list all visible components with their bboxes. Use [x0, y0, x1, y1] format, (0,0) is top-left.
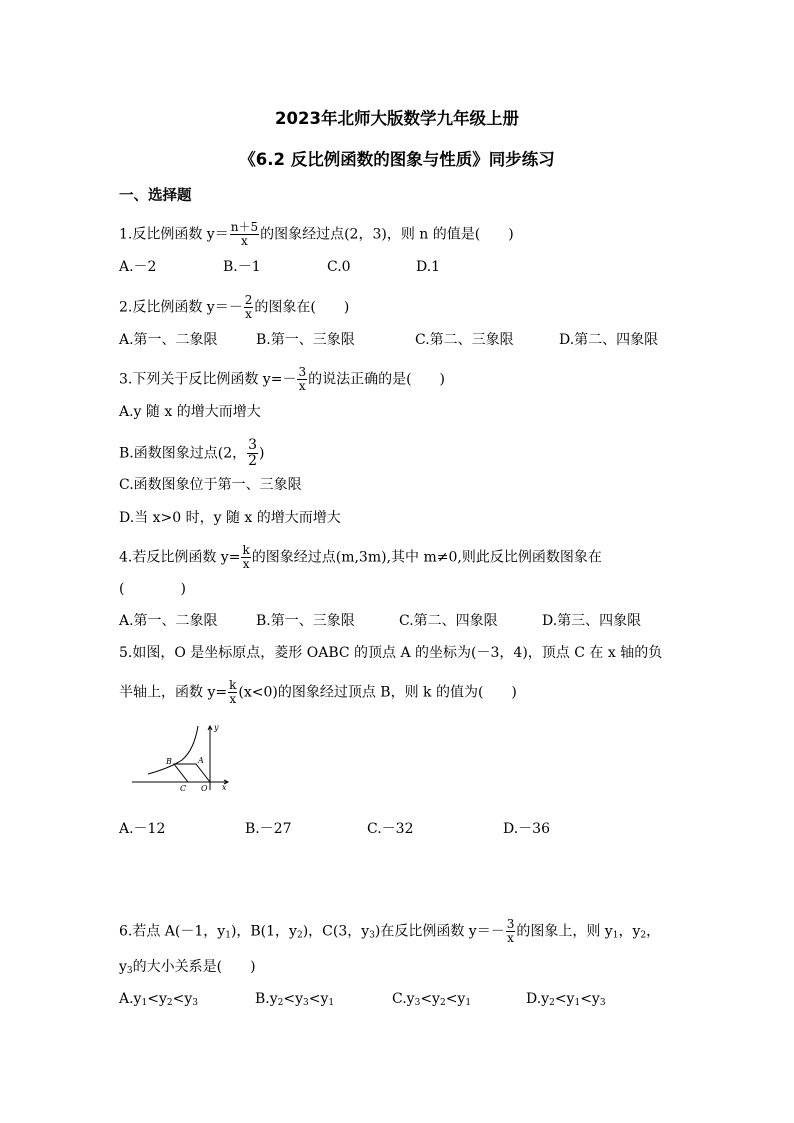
- q6-b-t2: <y: [308, 991, 329, 1007]
- q6-option-d: [526, 990, 606, 1012]
- q6-b-s3: 1: [328, 998, 335, 1008]
- q6-text-4: )在反比例函数 y＝－: [374, 923, 505, 940]
- label-x: x: [222, 783, 227, 792]
- q2-option-d: D.第二、四象限: [559, 332, 659, 348]
- question-6: [119, 918, 660, 945]
- q6-c-s1: 3: [414, 998, 421, 1008]
- rhombus-hyperbola-diagram: [130, 722, 240, 794]
- label-a: A: [198, 756, 204, 765]
- q6-a-s3: 3: [192, 998, 198, 1008]
- q6-a-l: A.y: [119, 991, 142, 1007]
- q4-frac-den: x: [242, 557, 250, 571]
- q6-frac-den: x: [507, 931, 514, 945]
- q1-frac-num: n＋5: [230, 220, 259, 234]
- q6-line2-sub: 3: [126, 966, 133, 976]
- q6-text-6: ，y: [618, 923, 641, 940]
- q6-line2-post: 的大小关系是( ): [132, 959, 256, 975]
- q3-option-b-fraction: [247, 438, 258, 469]
- question-5-line-1: 5.如图，O 是坐标原点，菱形 OABC 的顶点 A 的坐标为(－3，4)，顶点 C 在 x 轴的负: [119, 645, 663, 661]
- q6-c-s3: 1: [465, 998, 472, 1008]
- q6-d-t2: <y: [580, 991, 600, 1007]
- q5-option-c: C.－32: [367, 821, 414, 837]
- q4-option-a: A.第一、二象限: [119, 613, 218, 629]
- q6-a-t1: <y: [147, 991, 167, 1007]
- q5-option-b: B.－27: [245, 821, 292, 837]
- q6-b-s2: 3: [303, 998, 309, 1008]
- q2-frac-num: 2: [244, 293, 253, 307]
- q6-a-t2: <y: [172, 991, 193, 1007]
- q6-c-l: C.y: [392, 991, 415, 1007]
- q6-c-t1: <y: [420, 991, 440, 1007]
- q5-option-d: D.－36: [503, 821, 550, 837]
- q1-text-post: 的图象经过点(2，3)，则 n 的值是( ): [260, 226, 514, 243]
- q6-fraction: [506, 918, 516, 945]
- question-1: [119, 221, 514, 248]
- q2-option-a: A.第一、二象限: [119, 332, 218, 348]
- q2-text-post: 的图象在( ): [254, 299, 350, 316]
- q1-fraction: [230, 221, 259, 248]
- q4-option-c: C.第二、四象限: [399, 613, 498, 629]
- q1-text-pre: 1.反比例函数 y＝: [119, 226, 229, 243]
- q6-sub-2: 2: [296, 930, 303, 941]
- q6-b-t1: <y: [283, 991, 304, 1007]
- q6-d-s2: 1: [574, 998, 581, 1008]
- q4-text-post: 的图象经过点(m,3m),其中 m≠0,则此反比例函数图象在: [251, 549, 602, 566]
- q2-text-pre: 2.反比例函数 y＝－: [119, 299, 243, 316]
- document-subtitle: 《6.2 反比例函数的图象与性质》同步练习: [239, 150, 555, 169]
- q6-c-t2: <y: [445, 991, 466, 1007]
- q4-option-b: B.第一、三象限: [256, 613, 355, 629]
- q5-text-pre: 半轴上，函数 y=: [119, 684, 228, 701]
- q4-frac-num: k: [242, 543, 250, 557]
- q6-text-5: 的图象上，则 y: [516, 923, 613, 940]
- label-b: B: [166, 757, 172, 766]
- q6-d-s3: 3: [599, 998, 606, 1008]
- q1-option-d: D.1: [416, 259, 441, 275]
- q6-sub-1: 1: [225, 930, 231, 941]
- label-o: O: [201, 784, 208, 793]
- q4-text-pre: 4.若反比例函数 y=: [119, 549, 241, 566]
- q4-fraction: [241, 544, 250, 571]
- q3-option-a: A.y 随 x 的增大而增大: [119, 404, 261, 420]
- q6-c-s2: 2: [439, 998, 446, 1008]
- q3-option-b-den: 2: [248, 453, 258, 469]
- q6-a-s2: 2: [166, 998, 173, 1008]
- hyperbola-curve: [148, 726, 198, 774]
- question-3: [119, 366, 445, 393]
- q6-option-b: [255, 990, 334, 1012]
- label-y: y: [214, 723, 219, 732]
- q3-fraction: [297, 366, 307, 393]
- q1-option-c: C.0: [327, 259, 351, 275]
- q6-a-s1: 1: [141, 998, 148, 1008]
- q3-text-pre: 3.下列关于反比例函数 y=－: [119, 371, 297, 388]
- q2-option-c: C.第二、三象限: [415, 332, 514, 348]
- document-title: 2023年北师大版数学九年级上册: [275, 109, 519, 128]
- q3-option-b-num: 3: [248, 437, 258, 453]
- q6-option-c: [392, 990, 471, 1012]
- q5-figure: [130, 722, 240, 794]
- q4-option-d: D.第三、四象限: [542, 613, 642, 629]
- q1-option-b: B.－1: [223, 259, 261, 275]
- q3-frac-num: 3: [298, 365, 307, 379]
- q6-sub-4: 1: [612, 930, 619, 941]
- rhombus-oabc: [174, 764, 210, 782]
- q6-option-a: [119, 990, 198, 1012]
- q1-option-a: A.－2: [119, 259, 157, 275]
- q6-d-s1: 2: [549, 998, 555, 1008]
- q5-frac-num: k: [229, 678, 237, 692]
- q3-option-b-pre: B.函数图象过点(2，: [119, 445, 247, 462]
- q6-sub-3: 3: [369, 930, 375, 941]
- q1-frac-den: x: [241, 234, 248, 248]
- q6-frac-num: 3: [506, 917, 515, 931]
- q6-text-3: )，C(3，y: [302, 923, 370, 940]
- q5-fraction: [228, 679, 237, 706]
- question-6-line-2: [119, 958, 256, 980]
- q6-line2-pre: y: [119, 959, 127, 975]
- question-5-line-2: [119, 679, 517, 706]
- q3-option-d: D.当 x>0 时，y 随 x 的增大而增大: [119, 510, 341, 526]
- q2-fraction: [244, 294, 254, 321]
- q2-option-b: B.第一、三象限: [256, 332, 355, 348]
- q5-frac-den: x: [229, 692, 237, 706]
- q4-answer-bracket: ( ): [119, 581, 186, 597]
- q3-option-b-post: ): [259, 445, 265, 462]
- q6-b-s1: 2: [277, 998, 284, 1008]
- q3-frac-den: x: [298, 379, 306, 393]
- question-4: [119, 544, 602, 571]
- label-c: C: [180, 784, 187, 793]
- q3-option-b: [119, 438, 265, 469]
- question-2: [119, 294, 349, 321]
- q6-text-7: ，: [646, 923, 661, 940]
- q3-option-c: C.函数图象位于第一、三象限: [119, 477, 302, 493]
- q6-sub-5: 2: [640, 930, 647, 941]
- q6-d-l: D.y: [526, 991, 550, 1007]
- q5-text-post: (x<0)的图象经过顶点 B，则 k 的值为( ): [238, 684, 517, 701]
- q5-option-a: A.－12: [119, 821, 166, 837]
- q6-b-l: B.y: [255, 991, 278, 1007]
- q6-d-t1: <y: [554, 991, 575, 1007]
- section-heading: 一、选择题: [119, 188, 192, 204]
- q6-text-1: 6.若点 A(－1，y: [119, 923, 226, 940]
- q3-text-post: 的说法正确的是( ): [308, 371, 446, 388]
- q2-frac-den: x: [245, 307, 252, 321]
- q6-text-2: )，B(1，y: [230, 923, 297, 940]
